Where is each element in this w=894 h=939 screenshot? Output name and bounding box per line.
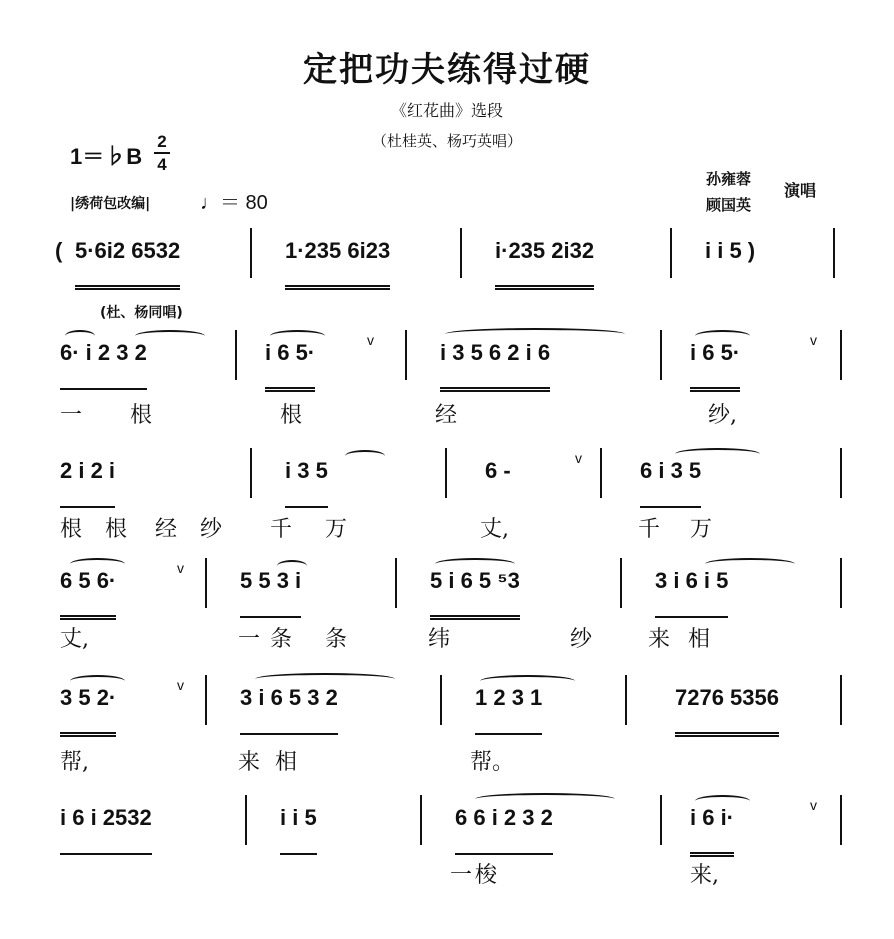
measure: i 6 5· (265, 340, 315, 392)
open-paren: ( (55, 238, 63, 263)
lyric: 一 (450, 863, 473, 888)
barline (460, 228, 462, 278)
time-signature (152, 132, 172, 174)
score-system-6 (55, 795, 855, 855)
lyric: 千 (638, 517, 661, 542)
barline (445, 448, 447, 498)
breath-mark: v (177, 560, 184, 576)
lyric: 经 (155, 517, 178, 542)
lyric: 丈, (480, 517, 509, 542)
score-system-3 (55, 448, 855, 508)
measure: 7276 5356 (675, 685, 779, 737)
lyric: 纬 (428, 627, 451, 652)
lyric: 根 (280, 403, 303, 428)
time-signature-bottom: 4 (157, 155, 167, 174)
barline (840, 558, 842, 608)
barline (250, 228, 252, 278)
singers-note: （杜桂英、杨巧英唱） (371, 132, 522, 150)
barline (235, 330, 237, 380)
lyrics-line-2 (60, 398, 860, 428)
breath-mark: v (575, 450, 582, 466)
lyric: 纱 (200, 517, 223, 542)
lyrics-line-5 (60, 745, 860, 775)
measure: 3 i 6 5 3 2 (240, 685, 338, 735)
score-system-2 (55, 330, 855, 390)
measure: 1·235 6i23 (285, 238, 390, 290)
lyric: 丈, (60, 627, 89, 652)
score-system-5 (55, 675, 855, 735)
lyric: 来, (690, 863, 719, 888)
lyric: 相 (275, 750, 298, 775)
origin-note: |绣荷包改编| (70, 196, 151, 212)
lyric: 纱 (570, 627, 593, 652)
lyric: 帮, (60, 750, 89, 775)
barline (405, 330, 407, 380)
annotation-together: (杜、杨同唱) (100, 305, 183, 321)
barline (205, 558, 207, 608)
slur (445, 328, 625, 340)
barline (600, 448, 602, 498)
performer-1: 孙雍蓉 (706, 170, 752, 188)
lyric: 根 (60, 517, 83, 542)
lyrics-line-4 (60, 622, 860, 652)
performer-2: 顾国英 (706, 196, 752, 214)
lyrics-line-6 (60, 858, 860, 888)
measure: 5·6i2 6532 (75, 238, 180, 290)
measure: 6 - (485, 458, 511, 483)
slur (345, 450, 385, 462)
slur (475, 793, 615, 805)
lyric: 条 (325, 627, 348, 652)
breath-mark: v (810, 332, 817, 348)
barline (670, 228, 672, 278)
lyric: 相 (688, 627, 711, 652)
lyrics-line-3 (60, 512, 860, 542)
lyric: 经 (435, 403, 458, 428)
lyric: 根 (130, 403, 153, 428)
barline (840, 795, 842, 845)
measure: i 3 5 6 2 i 6 (440, 340, 550, 392)
lyric: 来 (648, 627, 671, 652)
lyric: 万 (690, 517, 713, 542)
lyric: 根 (105, 517, 128, 542)
breath-mark: v (367, 332, 374, 348)
measure: i·235 2i32 (495, 238, 594, 290)
barline (440, 675, 442, 725)
breath-mark: v (810, 797, 817, 813)
song-subtitle: 《红花曲》选段 (390, 101, 503, 120)
lyric: 一 (60, 403, 83, 428)
measure: i 6 i· (690, 805, 734, 857)
barline (660, 330, 662, 380)
time-signature-top: 2 (157, 132, 167, 151)
measure: 6 6 i 2 3 2 (455, 805, 553, 855)
measure: i 6 5· (690, 340, 740, 392)
lyric: 帮。 (470, 750, 515, 775)
measure: i 3 5 (285, 458, 328, 508)
score-system-1 (55, 228, 855, 288)
measure: i 6 i 2532 (60, 805, 152, 855)
lyric: 千 (270, 517, 293, 542)
barline (250, 448, 252, 498)
song-title: 定把功夫练得过硬 (303, 50, 591, 90)
measure: i i 5 ) (705, 238, 756, 263)
lyric: 梭 (475, 863, 498, 888)
tempo-marking: ♩＝ 80 (200, 192, 268, 214)
barline (840, 330, 842, 380)
performers (706, 166, 751, 218)
barline (245, 795, 247, 845)
measure: 3 i 6 i 5 (655, 568, 728, 618)
barline (420, 795, 422, 845)
barline (205, 675, 207, 725)
barline (620, 558, 622, 608)
measure: 5 i 6 5 ⁵3 (430, 568, 520, 620)
measure: 5 5 3 i (240, 568, 301, 618)
lyric: 来 (238, 750, 261, 775)
key-signature: 1＝♭B (70, 144, 143, 169)
barline (660, 795, 662, 845)
lyric: 条 (270, 627, 293, 652)
barline (840, 675, 842, 725)
measure: 6 i 3 5 (640, 458, 701, 508)
measure: 3 5 2· (60, 685, 116, 737)
lyric: 万 (325, 517, 348, 542)
score-system-4 (55, 558, 855, 618)
time-signature-divider (154, 152, 170, 154)
breath-mark: v (177, 677, 184, 693)
barline (395, 558, 397, 608)
measure: 1 2 3 1 (475, 685, 542, 735)
performer-role: 演唱 (784, 181, 817, 200)
barline (840, 448, 842, 498)
measure: 6 5 6· (60, 568, 116, 620)
measure: i i 5 (280, 805, 317, 855)
lyric: 纱, (708, 403, 737, 428)
barline (833, 228, 835, 278)
slur (255, 673, 395, 685)
measure: 6· i 2 3 2 (60, 340, 147, 390)
lyric: 一 (238, 627, 261, 652)
barline (625, 675, 627, 725)
measure: 2 i 2 i (60, 458, 115, 508)
